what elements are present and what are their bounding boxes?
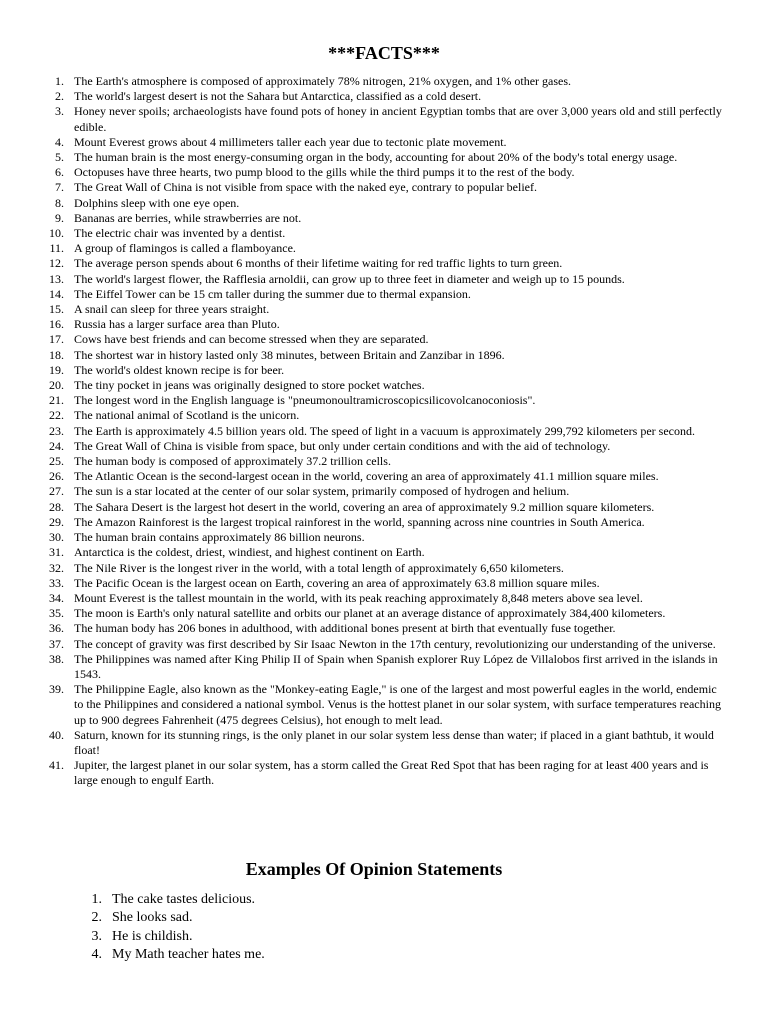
fact-item [0,561,724,576]
fact-item-number: 8. [55,195,64,210]
opinion-item-text: My Math teacher hates me. [112,946,265,962]
fact-item-number: 16. [49,317,64,332]
fact-item-text: Dolphins sleep with one eye open. [74,195,240,210]
fact-item-number: 23. [49,423,64,438]
fact-item [0,363,724,378]
fact-item-text: The human body has 206 bones in adulthood, with additional bones present at birth that eventually fuse together. [74,621,616,636]
fact-item-text: The concept of gravity was first described by Sir Isaac Newton in the 17th century, revolutionizing our understanding of the universe. [74,636,716,651]
fact-item-number: 19. [49,362,64,377]
fact-item-number: 14. [49,286,64,301]
fact-item [0,287,724,302]
fact-item [0,621,724,636]
fact-item [0,515,724,530]
fact-item [0,606,724,621]
fact-item-text: The Amazon Rainforest is the largest tropical rainforest in the world, spanning across nine countries in South America. [74,514,645,529]
fact-item-number: 34. [49,590,64,605]
fact-item-text: The moon is Earth's only natural satellite and orbits our planet at an average distance of approximately 384,400 kilometers. [74,606,666,621]
fact-item [0,348,724,363]
fact-item-text: Jupiter, the largest planet in our solar system, has a storm called the Great Red Spot that has been raging for at least 400 years and is large enough to engulf Earth. [74,758,709,788]
fact-item-number: 3. [55,104,64,119]
fact-item-number: 21. [49,393,64,408]
fact-item [0,196,724,211]
fact-item-text: The world's largest desert is not the Sahara but Antarctica, classified as a cold desert. [74,89,482,104]
fact-item-text: The longest word in the English language is "pneumonoultramicroscopicsilicovolcanoconiosis". [74,393,536,408]
fact-item-number: 11. [49,241,64,256]
fact-item-number: 25. [49,454,64,469]
fact-item-text: Octopuses have three hearts, two pump blood to the gills while the third pumps it to the rest of the body. [74,165,575,180]
fact-item [0,424,724,439]
fact-item-text: The sun is a star located at the center of our solar system, primarily composed of hydrogen and helium. [74,484,570,499]
fact-item-number: 18. [49,347,64,362]
opinion-item-number: 4. [91,946,102,962]
fact-item-text: The world's largest flower, the Rafflesia arnoldii, can grow up to three feet in diameter and weigh up to 15 pounds. [74,271,625,286]
fact-item-number: 36. [49,621,64,636]
opinion-item-text: He is childish. [112,928,193,944]
fact-item [0,500,724,515]
fact-item-number: 39. [49,682,64,697]
fact-item [0,150,724,165]
fact-item-number: 30. [49,530,64,545]
fact-item-number: 38. [49,651,64,666]
fact-item [0,104,724,134]
fact-item-text: The human body is composed of approximately 37.2 trillion cells. [74,454,391,469]
fact-item-text: Russia has a larger surface area than Pluto. [74,317,280,332]
fact-item-text: Cows have best friends and can become stressed when they are separated. [74,332,429,347]
opinion-item-number: 2. [91,910,102,926]
fact-item-text: The human brain is the most energy-consuming organ in the body, accounting for about 20% of the body's total energy usage. [74,150,678,165]
fact-item-text: A snail can sleep for three years straight. [74,302,270,317]
fact-item-number: 7. [55,180,64,195]
fact-item-text: Mount Everest grows about 4 millimeters taller each year due to tectonic plate movement. [74,134,507,149]
fact-item-number: 37. [49,636,64,651]
fact-item-number: 5. [55,150,64,165]
opinion-section-title: Examples Of Opinion Statements [245,859,503,879]
fact-item-text: The Earth is approximately 4.5 billion years old. The speed of light in a vacuum is approximately 299,792 kilometers per second. [74,423,695,438]
fact-item-text: The tiny pocket in jeans was originally designed to store pocket watches. [74,378,425,393]
fact-item-number: 26. [49,469,64,484]
fact-item-text: The electric chair was invented by a dentist. [74,226,286,241]
fact-item [0,530,724,545]
fact-item-number: 4. [55,134,64,149]
fact-item [0,454,724,469]
fact-item [0,378,724,393]
fact-item [0,74,724,89]
fact-item-number: 20. [49,378,64,393]
fact-item [0,272,724,287]
fact-item-text: The human brain contains approximately 86 billion neurons. [74,530,365,545]
fact-item [0,211,724,226]
fact-item-text: The Philippines was named after King Philip II of Spain when Spanish explorer Ruy López de Villalobos first arrived in the islands in 1543. [74,651,718,681]
fact-item [0,165,724,180]
fact-item [0,576,724,591]
fact-item-text: The national animal of Scotland is the unicorn. [74,408,300,423]
fact-item-number: 32. [49,560,64,575]
opinion-item-number: 3. [91,928,102,944]
opinion-item [0,891,712,909]
fact-item-number: 31. [49,545,64,560]
fact-item-number: 2. [55,89,64,104]
opinion-item-number: 1. [91,892,102,907]
facts-title: ***FACTS*** [328,43,440,63]
fact-item [0,89,724,104]
fact-item [0,135,724,150]
fact-item-text: Mount Everest is the tallest mountain in the world, with its peak reaching approximately 8,848 meters above sea level. [74,590,643,605]
fact-item [0,545,724,560]
fact-item-text: Saturn, known for its stunning rings, is the only planet in our solar system less dense than water; if placed in a giant bathtub, it would float! [74,727,714,757]
fact-item-number: 29. [49,514,64,529]
fact-item-number: 40. [49,727,64,742]
fact-item [0,226,724,241]
fact-item [0,256,724,271]
fact-item [0,393,724,408]
fact-item-number: 1. [55,74,64,88]
fact-item-text: The Earth's atmosphere is composed of approximately 78% nitrogen, 21% oxygen, and 1% other gases. [74,74,572,88]
fact-item-number: 27. [49,484,64,499]
opinion-item [0,909,712,927]
opinion-item [0,928,712,946]
opinion-item-text: The cake tastes delicious. [112,892,256,907]
fact-item [0,758,724,788]
fact-item-number: 35. [49,606,64,621]
fact-item-text: The Great Wall of China is not visible from space with the naked eye, contrary to popular belief. [74,180,538,195]
fact-item [0,439,724,454]
fact-item-number: 24. [49,438,64,453]
fact-item-number: 33. [49,575,64,590]
fact-item [0,408,724,423]
fact-item-text: The Nile River is the longest river in the world, with a total length of approximately 6,650 kilometers. [74,560,564,575]
fact-item-text: A group of flamingos is called a flamboyance. [74,241,296,256]
fact-item-text: The Philippine Eagle, also known as the "Monkey-eating Eagle," is one of the largest and most powerful eagles in the world, endemic to the Philippines and considered a national symbol. Venus is the hottest planet in our solar system, with surface temperatures reaching up to 900 degrees Fahrenheit (475 degrees Celsius), hot enough to melt lead. [74,682,721,727]
fact-item [0,652,724,682]
fact-item-text: The shortest war in history lasted only 38 minutes, between Britain and Zanzibar in 1896. [74,347,505,362]
fact-item [0,317,724,332]
fact-item-number: 41. [49,758,64,773]
fact-item [0,302,724,317]
fact-item-text: The average person spends about 6 months of their lifetime waiting for red traffic lights to turn green. [74,256,563,271]
fact-item-number: 9. [55,210,64,225]
fact-item-number: 22. [49,408,64,423]
fact-item [0,469,724,484]
fact-item-number: 6. [55,165,64,180]
fact-item [0,180,724,195]
fact-item-text: The Sahara Desert is the largest hot desert in the world, covering an area of approximately 9.2 million square kilometers. [74,499,655,514]
fact-item-text: Bananas are berries, while strawberries are not. [74,210,302,225]
fact-item [0,241,724,256]
opinions-list [0,891,712,964]
fact-item-number: 17. [49,332,64,347]
fact-item-number: 15. [49,302,64,317]
opinion-item [0,946,712,964]
facts-list [0,74,724,789]
fact-item-number: 10. [49,226,64,241]
fact-item-text: The Great Wall of China is visible from space, but only under certain conditions and with the aid of technology. [74,438,611,453]
fact-item [0,682,724,728]
fact-item [0,484,724,499]
fact-item-text: The Pacific Ocean is the largest ocean on Earth, covering an area of approximately 63.8 million square miles. [74,575,600,590]
fact-item-number: 28. [49,499,64,514]
fact-item-number: 13. [49,271,64,286]
fact-item [0,728,724,758]
fact-item-number: 12. [49,256,64,271]
fact-item [0,332,724,347]
fact-item-text: The Eiffel Tower can be 15 cm taller during the summer due to thermal expansion. [74,286,471,301]
fact-item-text: Antarctica is the coldest, driest, windiest, and highest continent on Earth. [74,545,425,560]
fact-item-text: The Atlantic Ocean is the second-largest ocean in the world, covering an area of approximately 41.1 million square miles. [74,469,659,484]
fact-item-text: Honey never spoils; archaeologists have found pots of honey in ancient Egyptian tombs that are over 3,000 years old and still perfectly edible. [74,104,722,134]
fact-item-text: The world's oldest known recipe is for beer. [74,362,285,377]
opinion-item-text: She looks sad. [112,910,193,926]
fact-item [0,591,724,606]
fact-item [0,637,724,652]
